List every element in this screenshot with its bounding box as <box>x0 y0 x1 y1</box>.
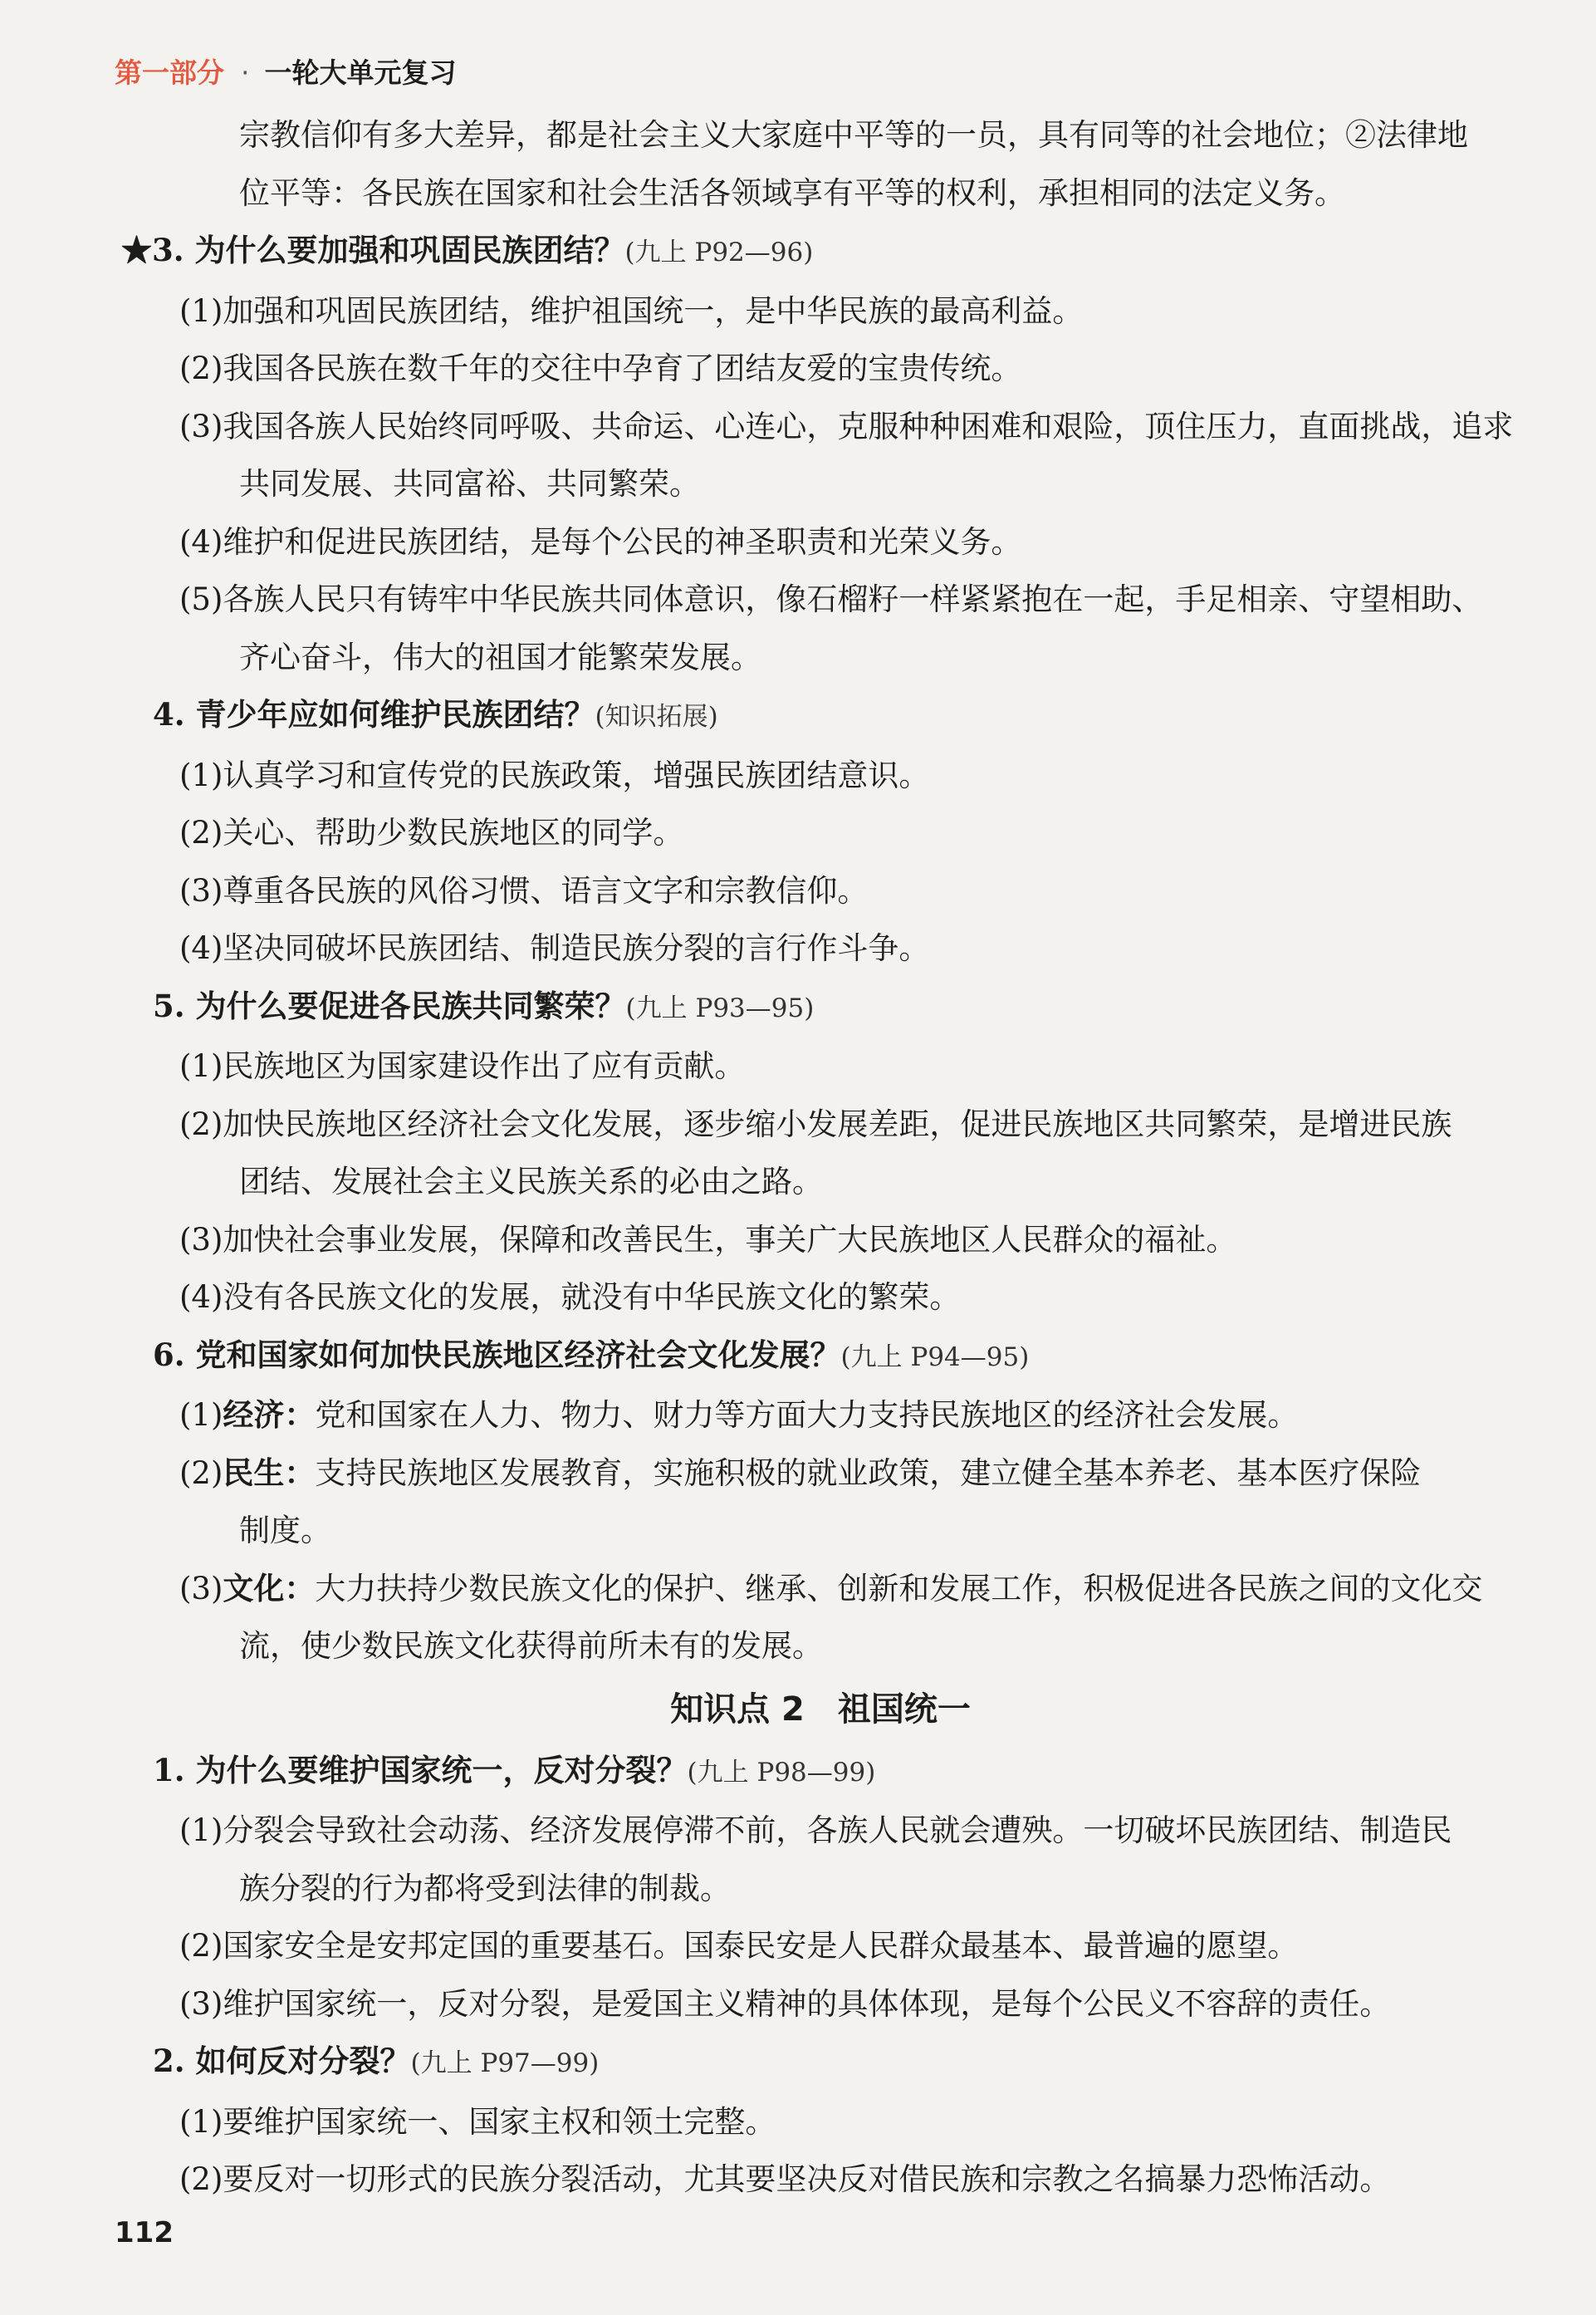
question-text: 5. 为什么要促进各民族共同繁荣？ <box>153 987 626 1024</box>
textbook-reference: (九上 P97—99) <box>410 2048 600 2078</box>
question-heading <box>115 1742 1526 1802</box>
continuation-line: 宗教信仰有多大差异，都是社会主义大家庭中平等的一员，具有同等的社会地位；②法律地 <box>239 117 1468 153</box>
answer-point: (1)分裂会导致社会动荡、经济发展停滞不前，各族人民就会遭殃。一切破坏民族团结、制造民 <box>179 1812 1452 1848</box>
textbook-reference: (知识拓展) <box>595 702 718 732</box>
point-keyword: 经济： <box>223 1396 316 1433</box>
continuation-line: 流，使少数民族文化获得前所未有的发展。 <box>239 1628 823 1664</box>
continuation-line: 共同发展、共同富裕、共同繁荣。 <box>239 466 700 502</box>
page-body <box>115 106 1526 2209</box>
answer-point: (1)认真学习和宣传党的民族政策，增强民族团结意识。 <box>179 757 930 793</box>
answer-point: (2)要反对一切形式的民族分裂活动，尤其要坚决反对借民族和宗教之名搞暴力恐怖活动。 <box>179 2161 1391 2197</box>
question-text: 6. 党和国家如何加快民族地区经济社会文化发展？ <box>153 1336 841 1373</box>
question-heading <box>115 978 1526 1038</box>
continuation-line: 团结、发展社会主义民族关系的必由之路。 <box>239 1164 823 1199</box>
point-number: (2) <box>179 1454 223 1491</box>
header-unit-label: 一轮大单元复习 <box>264 56 457 89</box>
answer-point: (2)国家安全是安邦定国的重要基石。国泰民安是人民群众最基本、最普遍的愿望。 <box>179 1928 1299 1964</box>
answer-point: (3)维护国家统一，反对分裂，是爱国主义精神的具体体现，是每个公民义不容辞的责任。 <box>179 1985 1391 2022</box>
answer-point: (4)坚决同破坏民族团结、制造民族分裂的言行作斗争。 <box>179 930 930 966</box>
answer-point: (2)加快民族地区经济社会文化发展，逐步缩小发展差距，促进民族地区共同繁荣，是增进民族 <box>179 1106 1452 1142</box>
continuation-line: 族分裂的行为都将受到法律的制裁。 <box>239 1870 731 1906</box>
answer-point: (3)我国各族人民始终同呼吸、共命运、心连心，克服种种困难和艰险，顶住压力，直面挑战，追求 <box>179 408 1514 444</box>
header-part-label: 第一部分 <box>115 56 224 89</box>
point-number: (3) <box>179 1570 223 1606</box>
running-header <box>115 51 457 91</box>
answer-point: (2)关心、帮助少数民族地区的同学。 <box>179 815 684 851</box>
header-separator: · <box>241 56 250 89</box>
answer-point: (1)加强和巩固民族团结，维护祖国统一，是中华民族的最高利益。 <box>179 292 1084 329</box>
textbook-reference: (九上 P92—96) <box>624 238 814 267</box>
point-text: 党和国家在人力、物力、财力等方面大力支持民族地区的经济社会发展。 <box>315 1397 1299 1433</box>
question-heading <box>115 2033 1526 2093</box>
answer-point <box>115 1444 1526 1503</box>
point-number: (1) <box>179 1397 223 1433</box>
question-text: 1. 为什么要维护国家统一，反对分裂？ <box>153 1751 688 1788</box>
point-text: 大力扶持少数民族文化的保护、继承、创新和发展工作，积极促进各民族之间的文化交 <box>315 1570 1483 1606</box>
answer-point: (5)各族人民只有铸牢中华民族共同体意识，像石榴籽一样紧紧抱在一起，手足相亲、守望相助、 <box>179 581 1483 617</box>
answer-point: (3)尊重各民族的风俗习惯、语言文字和宗教信仰。 <box>179 872 869 909</box>
continuation-line: 齐心奋斗，伟大的祖国才能繁荣发展。 <box>239 639 761 675</box>
textbook-reference: (九上 P94—95) <box>840 1341 1030 1372</box>
continuation-line: 制度。 <box>239 1513 331 1548</box>
question-text: ★3. 为什么要加强和巩固民族团结？ <box>121 232 625 268</box>
point-text: 支持民族地区发展教育，实施积极的就业政策，建立健全基本养老、基本医疗保险 <box>315 1454 1422 1491</box>
answer-point: (4)维护和促进民族团结，是每个公民的神圣职责和光荣义务。 <box>179 523 1022 560</box>
question-heading <box>115 1327 1526 1387</box>
answer-point: (2)我国各民族在数千年的交往中孕育了团结友爱的宝贵传统。 <box>179 351 1022 386</box>
answer-point: (1)要维护国家统一、国家主权和领土完整。 <box>179 2103 776 2140</box>
textbook-reference: (九上 P93—95) <box>625 993 815 1023</box>
answer-point <box>115 1386 1526 1444</box>
question-heading <box>115 222 1526 282</box>
page-number: 112 <box>115 2216 174 2249</box>
point-keyword: 文化： <box>223 1569 316 1606</box>
continuation-line: 位平等：各民族在国家和社会生活各领域享有平等的权利，承担相同的法定义务。 <box>239 174 1345 211</box>
answer-point: (3)加快社会事业发展，保障和改善民生，事关广大民族地区人民群众的福祉。 <box>179 1221 1237 1258</box>
question-heading <box>115 686 1526 747</box>
section-heading: 知识点 2 祖国统一 <box>670 1690 971 1729</box>
textbook-reference: (九上 P98—99) <box>687 1757 876 1788</box>
answer-point: (1)民族地区为国家建设作出了应有贡献。 <box>179 1048 746 1084</box>
question-text: 2. 如何反对分裂？ <box>153 2043 411 2079</box>
point-keyword: 民生： <box>223 1454 316 1491</box>
answer-point: (4)没有各民族文化的发展，就没有中华民族文化的繁荣。 <box>179 1279 961 1315</box>
question-text: 4. 青少年应如何维护民族团结？ <box>153 696 595 733</box>
answer-point <box>115 1560 1526 1618</box>
